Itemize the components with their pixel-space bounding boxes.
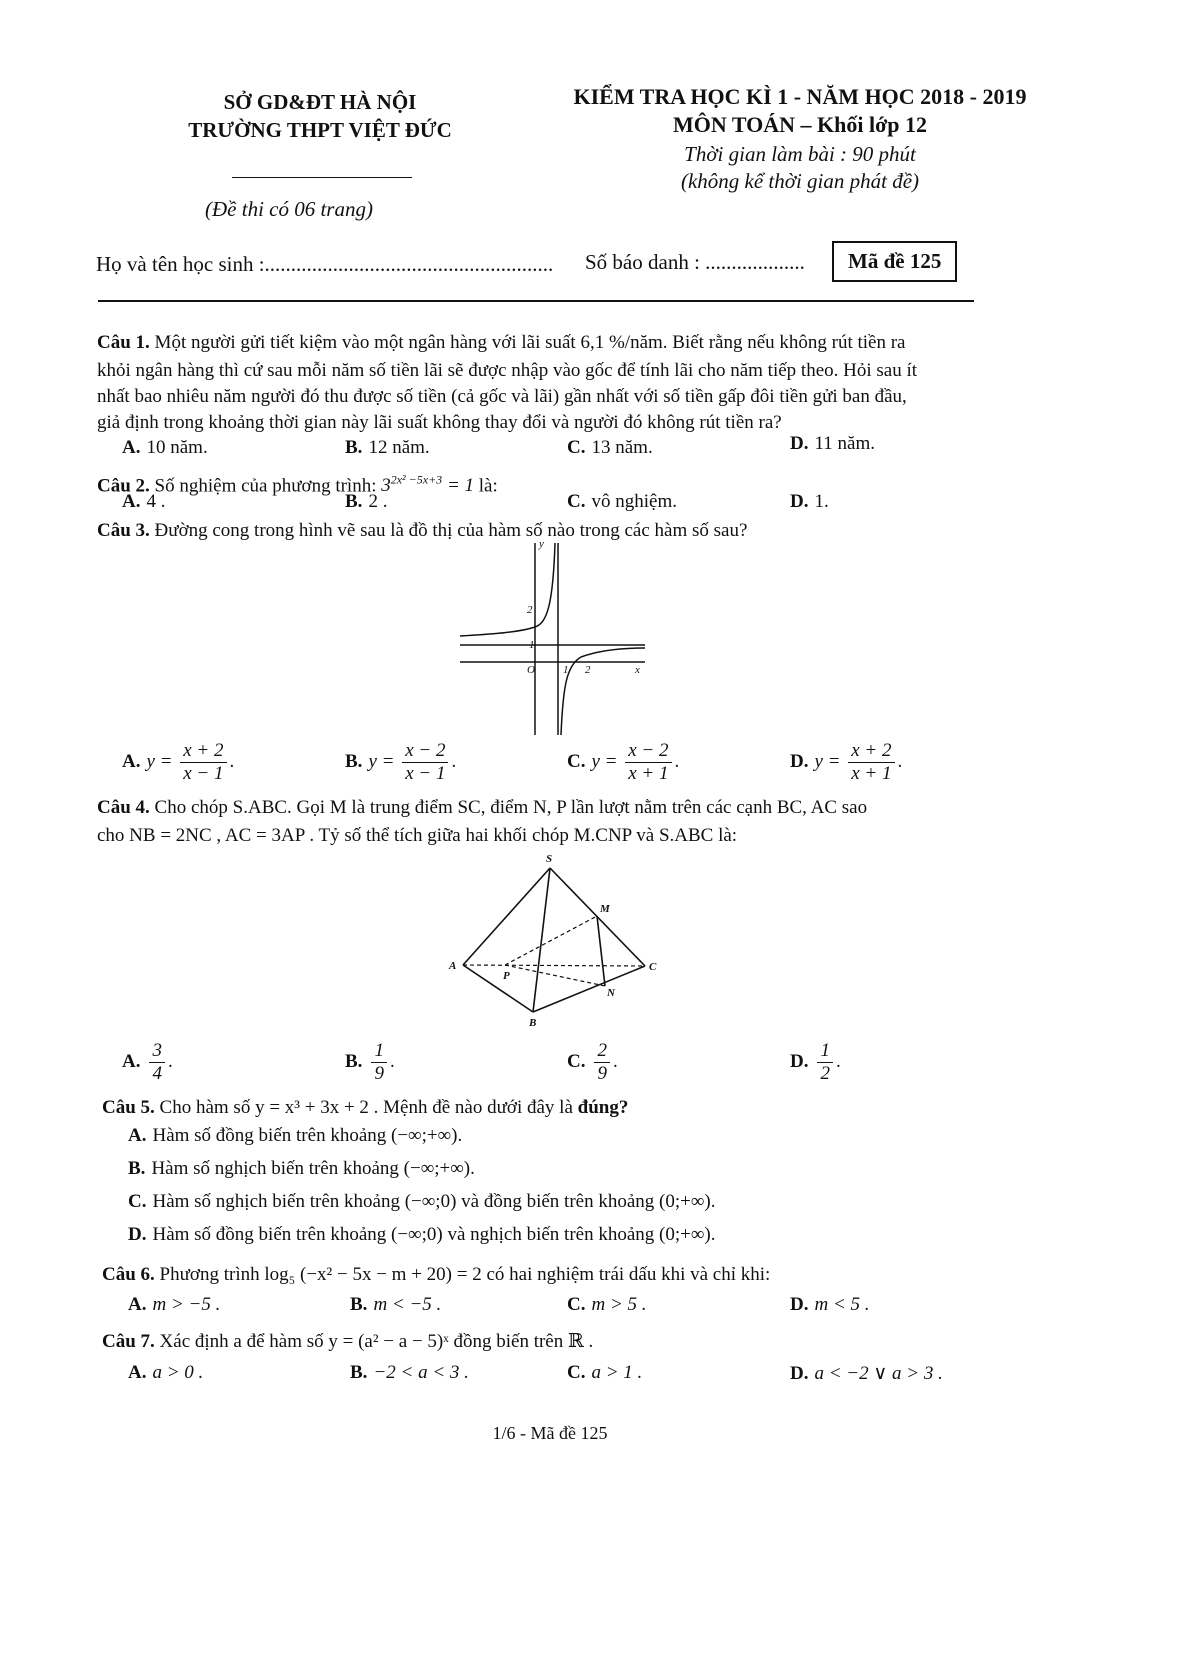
point-N: N — [607, 987, 615, 999]
question-1-line-3: nhất bao nhiêu năm người đó thu được số tiền (cả gốc và lãi) gần nhất với số tiền gấp đôi tiền gửi ban đầu, — [97, 386, 907, 407]
header-divider-left — [232, 177, 412, 178]
question-7 — [102, 1326, 593, 1357]
question-4-label: Câu 4. — [97, 797, 150, 818]
vertex-A: A — [449, 960, 457, 972]
graph-left-branch — [460, 543, 555, 636]
question-2-equation: $3^{2x^2 -5x+3} = 1$ — [381, 473, 475, 497]
duration: Thời gian làm bài : 90 phút — [684, 142, 916, 166]
edge-AC — [463, 965, 645, 966]
exam-code-box: Mã đề 125 — [832, 241, 957, 282]
q1-option-c[interactable]: C. 13 năm. — [567, 437, 653, 458]
question-7-label: Câu 7. — [102, 1331, 155, 1352]
q3-option-d[interactable]: D. y = $\frac{x + 2}{x + 1}$ . — [790, 740, 903, 784]
q3-option-a[interactable]: A. y = $\frac{x + 2}{x - 1}$ . — [122, 740, 235, 784]
q6-option-a[interactable]: A. m > −5 . — [128, 1294, 221, 1315]
page-footer: 1/6 - Mã đề 125 — [492, 1423, 608, 1443]
origin-label: O — [527, 664, 535, 676]
question-6-text: Phương trình log₅ (−x² − 5x − m + 20) = 2 có hai nghiệm trái dấu khi và chỉ khi: — [159, 1264, 771, 1285]
question-1-line-4: giả định trong khoảng thời gian này lãi suất không thay đổi và người đó không rút tiền ra? — [97, 412, 782, 433]
q7-option-c[interactable]: C. a > 1 . — [567, 1362, 643, 1383]
question-6-label: Câu 6. — [102, 1264, 155, 1285]
q4-option-d[interactable]: D. $\frac{1}{2}$ . — [790, 1040, 841, 1084]
question-7-text: Xác định a để hàm số y = (a² − a − 5)ˣ đồng biến trên ℝ . — [159, 1331, 594, 1352]
exam-title: KIỂM TRA HỌC KÌ 1 - NĂM HỌC 2018 - 2019 — [573, 84, 1027, 109]
question-5-emphasis: đúng? — [577, 1097, 629, 1118]
question-2-label: Câu 2. — [97, 475, 150, 497]
pyramid-figure — [445, 850, 670, 1030]
header-rule — [98, 300, 974, 302]
segment-PN — [505, 965, 605, 986]
q6-option-c[interactable]: C. m > 5 . — [567, 1294, 647, 1315]
q6-option-d[interactable]: D. m < 5 . — [790, 1294, 870, 1315]
student-name-field: Họ và tên học sinh :....................................................... — [96, 252, 554, 276]
question-6 — [102, 1259, 770, 1290]
subject-title: MÔN TOÁN – Khối lớp 12 — [672, 112, 928, 137]
q6-option-b[interactable]: B. m < −5 . — [350, 1294, 442, 1315]
hyperbola-graph — [455, 535, 655, 740]
q5-option-b[interactable]: B. Hàm số nghịch biến trên khoảng (−∞;+∞). — [128, 1158, 475, 1179]
school-name: TRƯỜNG THPT VIỆT ĐỨC — [188, 118, 452, 142]
question-2-text: Số nghiệm của phương trình: — [154, 475, 377, 497]
q4-option-c[interactable]: C. $\frac{2}{9}$ . — [567, 1040, 618, 1084]
page-count-note: (Đề thi có 06 trang) — [205, 197, 373, 221]
question-1-label: Câu 1. — [97, 332, 150, 353]
duration-note: (không kể thời gian phát đề) — [680, 169, 920, 193]
point-M: M — [600, 903, 610, 915]
axis-y-label: y — [539, 538, 544, 550]
question-3-label: Câu 3. — [97, 520, 150, 541]
q7-option-a[interactable]: A. a > 0 . — [128, 1362, 204, 1383]
q1-option-d[interactable]: D. 11 năm. — [790, 433, 875, 454]
q3-option-b[interactable]: B. y = $\frac{x - 2}{x - 1}$ . — [345, 740, 457, 784]
question-3-text: Đường cong trong hình vẽ sau là đồ thị của hàm số nào trong các hàm số sau? — [154, 520, 748, 541]
vertex-S: S — [546, 853, 553, 865]
q5-option-d[interactable]: D. Hàm số đồng biến trên khoảng (−∞;0) và nghịch biến trên khoảng (0;+∞). — [128, 1224, 716, 1245]
segment-PM — [505, 916, 597, 965]
edge-BC — [533, 966, 645, 1012]
tick-x-2: 2 — [585, 664, 591, 676]
vertex-C: C — [649, 961, 657, 973]
edge-SB — [533, 868, 550, 1012]
tick-x-1: 1 — [563, 664, 569, 676]
question-4-line-1: Cho chóp S.ABC. Gọi M là trung điểm SC, điểm N, P lần lượt nằm trên các cạnh BC, AC sao — [154, 797, 868, 818]
q7-option-b[interactable]: B. −2 < a < 3 . — [350, 1362, 469, 1383]
edge-AB — [463, 965, 533, 1012]
q2-option-d[interactable]: D. 1. — [790, 491, 829, 512]
question-1-line-2: khỏi ngân hàng thì cứ sau mỗi năm số tiền lãi sẽ được nhập vào gốc để tính lãi cho năm tiếp theo. Hỏi sau ít — [97, 360, 918, 381]
tick-y-2: 2 — [527, 604, 533, 616]
point-P: P — [503, 970, 510, 982]
q2-option-c[interactable]: C. vô nghiệm. — [567, 491, 677, 512]
vertex-B: B — [529, 1017, 537, 1029]
q2-option-a[interactable]: A. 4 . — [122, 491, 166, 512]
question-2-end: là: — [478, 475, 498, 497]
question-4 — [97, 792, 867, 823]
question-4-line-2: cho NB = 2NC , AC = 3AP . Tỷ số thể tích giữa hai khối chóp M.CNP và S.ABC là: — [97, 825, 738, 846]
q1-option-a[interactable]: A. 10 năm. — [122, 437, 208, 458]
question-5-label: Câu 5. — [102, 1097, 155, 1118]
segment-MN — [597, 916, 605, 986]
department-name: SỞ GD&ĐT HÀ NỘI — [223, 90, 417, 114]
q7-option-d[interactable]: D. a < −2 ∨ a > 3 . — [790, 1363, 943, 1384]
axis-x-label: x — [635, 664, 640, 676]
q2-option-b[interactable]: B. 2 . — [345, 491, 388, 512]
q4-option-b[interactable]: B. $\frac{1}{9}$ . — [345, 1040, 395, 1084]
tick-y-1: 1 — [529, 639, 535, 651]
question-5-text: Cho hàm số y = x³ + 3x + 2 . Mệnh đề nào dưới đây là — [159, 1097, 573, 1118]
q3-option-c[interactable]: C. y = $\frac{x - 2}{x + 1}$ . — [567, 740, 680, 784]
q5-option-a[interactable]: A. Hàm số đồng biến trên khoảng (−∞;+∞). — [128, 1125, 463, 1146]
q1-option-b[interactable]: B. 12 năm. — [345, 437, 430, 458]
question-1-line-1: Một người gửi tiết kiệm vào một ngân hàng với lãi suất 6,1 %/năm. Biết rằng nếu không rút tiền ra — [154, 332, 906, 353]
question-5 — [102, 1092, 628, 1123]
question-1 — [97, 327, 906, 358]
q4-option-a[interactable]: A. $\frac{3}{4}$ . — [122, 1040, 173, 1084]
edge-SA — [463, 868, 550, 965]
q5-option-c[interactable]: C. Hàm số nghịch biến trên khoảng (−∞;0) và đồng biến trên khoảng (0;+∞). — [128, 1191, 716, 1212]
graph-right-branch — [561, 648, 645, 735]
student-id-field: Số báo danh : ................... — [585, 250, 805, 274]
